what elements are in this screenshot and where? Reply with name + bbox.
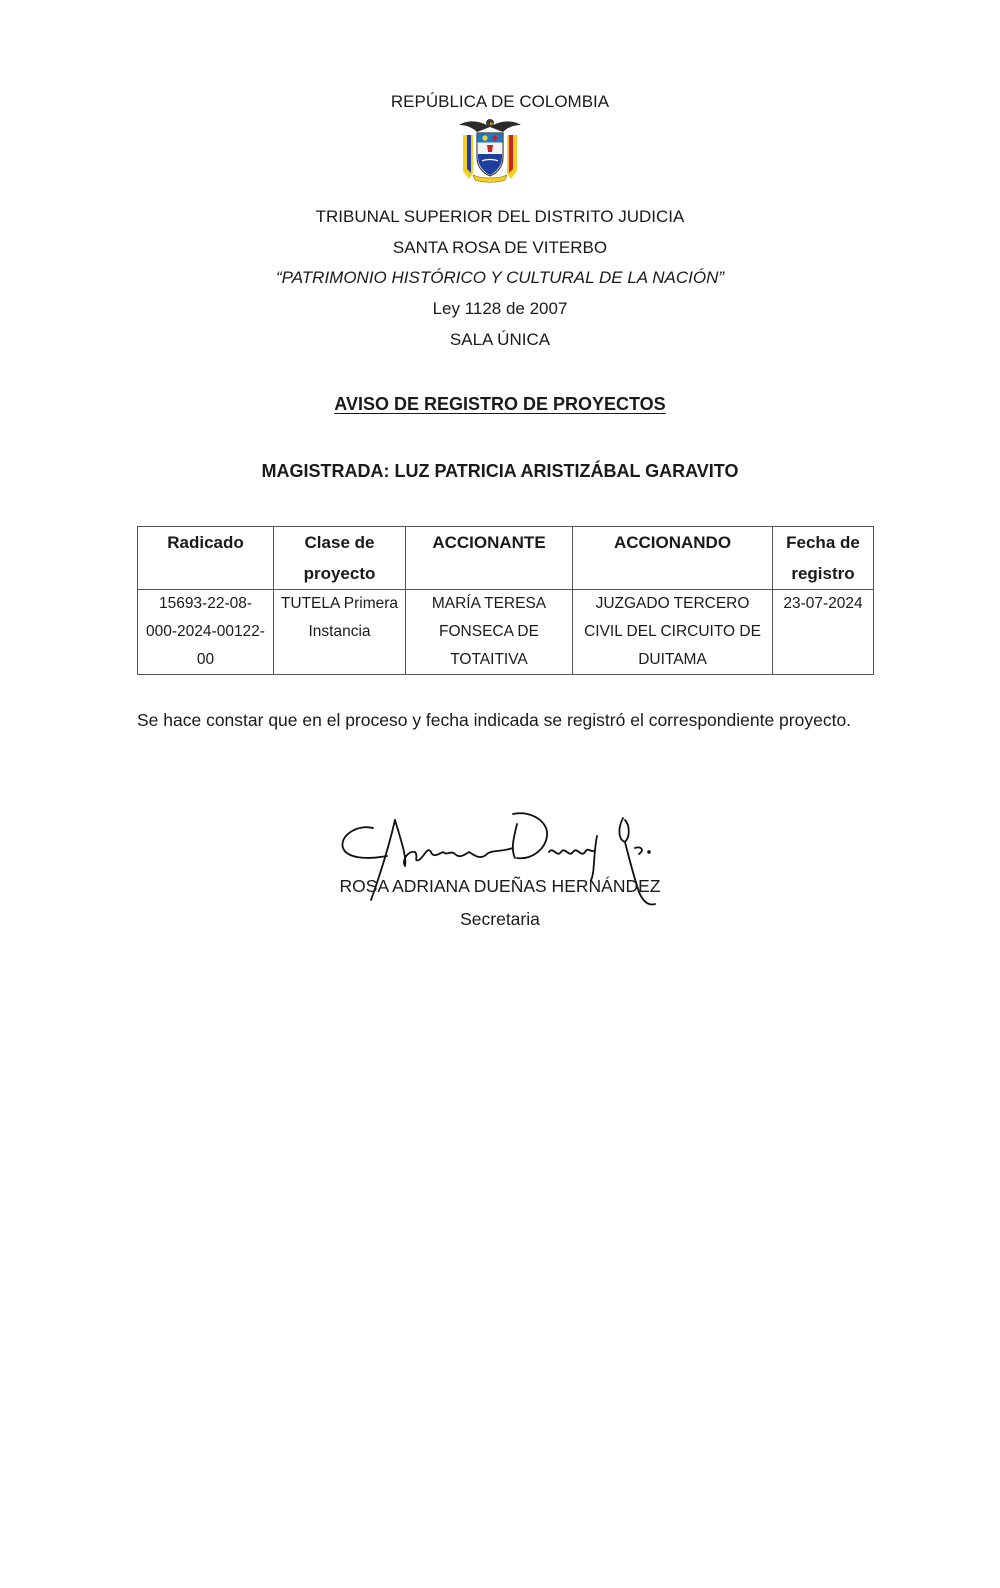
table-row	[138, 590, 874, 675]
column-header-radicado: Radicado	[138, 527, 274, 590]
cell-fecha: 23-07-2024	[773, 590, 874, 675]
court-motto: “PATRIMONIO HISTÓRICO Y CULTURAL DE LA NACIÓN”	[275, 268, 725, 287]
cell-radicado: 15693-22-08-000-2024-00122-00	[138, 590, 274, 675]
court-name: TRIBUNAL SUPERIOR DEL DISTRITO JUDICIA	[315, 207, 685, 226]
cell-accionante: MARÍA TERESA FONSECA DE TOTAITIVA	[406, 590, 573, 675]
registration-statement: Se hace constar que en el proceso y fecha indicada se registró el correspondiente proyecto.	[137, 710, 852, 730]
document-title-text: AVISO DE REGISTRO DE PROYECTOS	[334, 394, 666, 414]
colombia-coat-of-arms-icon	[455, 113, 525, 183]
signer-role: Secretaria	[460, 909, 540, 929]
document-title	[0, 394, 1000, 414]
column-header-fecha: Fecha de registro	[773, 527, 874, 590]
column-header-accionante: ACCIONANTE	[406, 527, 573, 590]
column-header-clase: Clase de proyecto	[274, 527, 406, 590]
country-heading: REPÚBLICA DE COLOMBIA	[390, 92, 610, 111]
court-city: SANTA ROSA DE VITERBO	[392, 238, 608, 257]
law-reference: Ley 1128 de 2007	[432, 299, 568, 318]
registry-table	[137, 526, 874, 675]
signer-name: ROSA ADRIANA DUEÑAS HERNÁNDEZ	[339, 876, 661, 896]
cell-accionando: JUZGADO TERCERO CIVIL DEL CIRCUITO DE DUITAMA	[573, 590, 773, 675]
column-header-accionando: ACCIONANDO	[573, 527, 773, 590]
magistrate-line: MAGISTRADA: LUZ PATRICIA ARISTIZÁBAL GARAVITO	[261, 461, 739, 481]
cell-clase: TUTELA Primera Instancia	[274, 590, 406, 675]
chamber-name: SALA ÚNICA	[449, 330, 551, 349]
table-header-row	[138, 527, 874, 590]
